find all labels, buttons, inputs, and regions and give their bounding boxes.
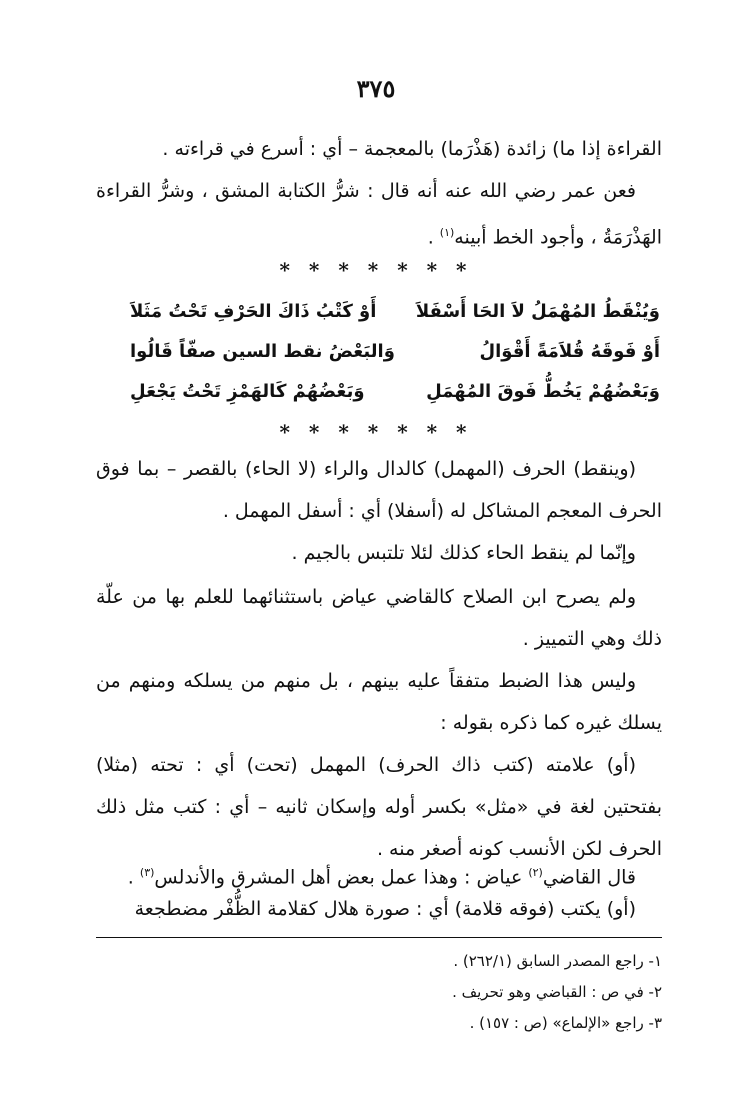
paragraph-7: (أو) علامته (كتب ذاك الحرف) المهمل (تحت) أي : تحته (مثلا) بفتحتين لغة في «مثل» بكسر أوله وإسكان ثانيه – أي : كتب مثل ذلك الحرف لكن الأنسب كونه أصغر منه . xyxy=(96,754,662,860)
hemistich-right: وَيُنْقَطُ المُهْمَلُ لاَ الحَا أَسْفَلاَ xyxy=(415,301,660,322)
footnote-3: ٣- راجع «الإلماع» (ص : ١٥٧) . xyxy=(469,1014,662,1032)
hemistich-left: وَالبَعْضُ نقط السين صفّاً قَالُوا xyxy=(130,341,395,362)
footnote-ref-2: (٢) xyxy=(528,866,543,879)
paragraph-4: وإنّما لم ينقط الحاء كذلك لئلا تلتبس بالجيم . xyxy=(291,542,636,564)
hemistich-left: وَبَعْضُهُمْ كَالهَمْزِ تَحْتُ يَجْعَلِ xyxy=(130,381,365,402)
paragraph-8-text-a: قال القاضي xyxy=(542,866,636,889)
footnote-divider xyxy=(96,937,662,938)
paragraph-1: القراءة إذا ما) زائدة (هَذْرَما) بالمعجمة – أي : أسرع في قراءته . xyxy=(162,138,662,160)
hemistich-right: وَبَعْضُهُمْ يَخُطُّ فَوقَ المُهْمَلِ xyxy=(426,381,660,402)
footnote-ref-3: (٣) xyxy=(139,866,155,879)
hemistich-right: أَوْ فَوقَهُ قُلاَمَةً أَقْوَالُ xyxy=(479,341,660,362)
page-number: ٣٧٥ xyxy=(356,74,396,103)
poem-line-3 xyxy=(130,372,660,412)
separator-stars-bottom: * * * * * * * xyxy=(279,420,473,444)
separator-stars-top: * * * * * * * xyxy=(279,258,473,282)
poem-line-2 xyxy=(130,332,660,372)
paragraph-3: (وينقط) الحرف (المهمل) كالدال والراء (لا الحاء) بالقصر – بما فوق الحرف المعجم المشاكل له (أسفلا) أي : أسفل المهمل . xyxy=(96,458,662,522)
footnotes xyxy=(200,946,662,1039)
footnote-ref-1: (١) xyxy=(439,226,455,239)
footnote-2: ٢- في ص : القباضي وهو تحريف . xyxy=(452,983,662,1001)
footnote-1: ١- راجع المصدر السابق (٢٦٢/١) . xyxy=(453,952,662,970)
paragraph-8-text-b: عياض : وهذا عمل بعض أهل المشرق والأندلس xyxy=(154,866,529,889)
paragraph-2-end: . xyxy=(427,226,440,249)
paragraph-6: وليس هذا الضبط متفقاً عليه بينهم ، بل منهم من يسلكه ومنهم من يسلك غيره كما ذكره بقوله : xyxy=(96,670,662,734)
paragraph-2-text: فعن عمر رضي الله عنه أنه قال : شرُّ الكتابة المشق ، وشرُّ القراءة الهَذْرَمَةُ ، وأجود الخط أبينه xyxy=(96,180,662,249)
poem-line-1 xyxy=(130,292,660,332)
paragraph-9: (أو) يكتب (فوقه قلامة) أي : صورة هلال كقلامة الظُّفْر مضطجعة xyxy=(134,898,636,920)
paragraph-2 xyxy=(96,170,662,258)
poem xyxy=(130,292,660,412)
paragraph-5: ولم يصرح ابن الصلاح كالقاضي عياض باستثنائهما للعلم بها من علّة ذلك وهي التمييز . xyxy=(96,586,662,650)
paragraph-8-end: . xyxy=(127,866,140,889)
hemistich-left: أَوْ كَتْبُ ذَاكَ الحَرْفِ تَحْتُ مَثَلاَ xyxy=(130,301,377,322)
